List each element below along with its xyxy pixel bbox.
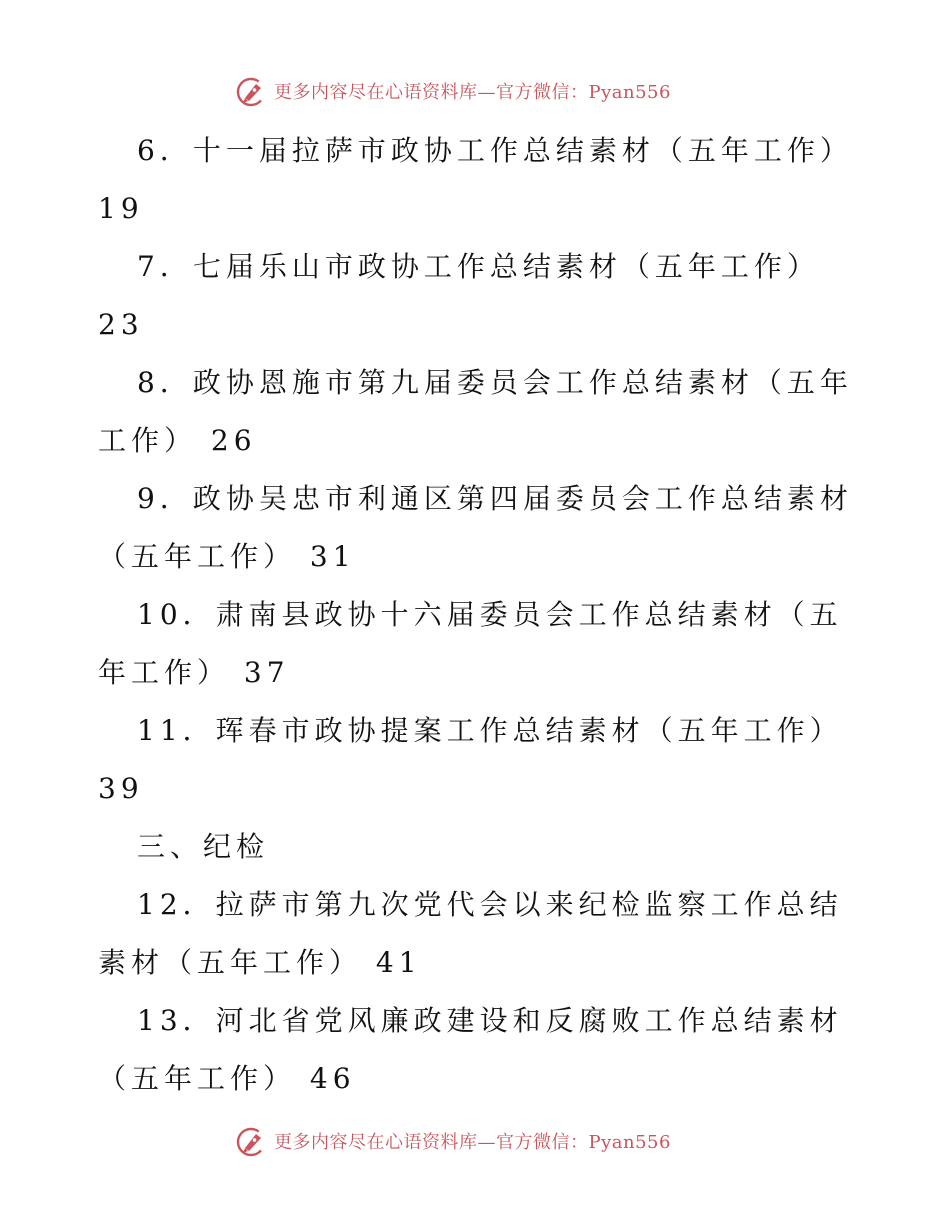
toc-entry: 10．肃南县政协十六届委员会工作总结素材（五年工作） 37: [98, 598, 843, 689]
pen-nib-logo-icon: [236, 75, 268, 107]
toc-entry: 8．政协恩施市第九届委员会工作总结素材（五年工作） 26: [98, 366, 853, 457]
toc-entry: 11．珲春市政协提案工作总结素材（五年工作） 39: [98, 714, 843, 805]
toc-entry: 6．十一届拉萨市政协工作总结素材（五年工作） 19: [98, 134, 853, 225]
watermark-header: [236, 74, 671, 108]
watermark-footer: [236, 1124, 671, 1158]
watermark-text: 更多内容尽在心语资料库—官方微信：Pyan556: [274, 1132, 671, 1153]
pen-nib-logo-icon: [236, 1125, 268, 1157]
toc-entry: 7．七届乐山市政协工作总结素材（五年工作） 23: [98, 250, 820, 341]
toc-entry: 13．河北省党风廉政建设和反腐败工作总结素材（五年工作） 46: [98, 1004, 843, 1095]
toc-body: [98, 122, 854, 1108]
toc-entry: 12．拉萨市第九次党代会以来纪检监察工作总结素材（五年工作） 41: [98, 888, 843, 979]
watermark-text: 更多内容尽在心语资料库—官方微信：Pyan556: [274, 82, 671, 103]
toc-entry: 9．政协吴忠市利通区第四届委员会工作总结素材（五年工作） 31: [98, 482, 853, 573]
section-heading: 三、纪检: [137, 830, 270, 863]
